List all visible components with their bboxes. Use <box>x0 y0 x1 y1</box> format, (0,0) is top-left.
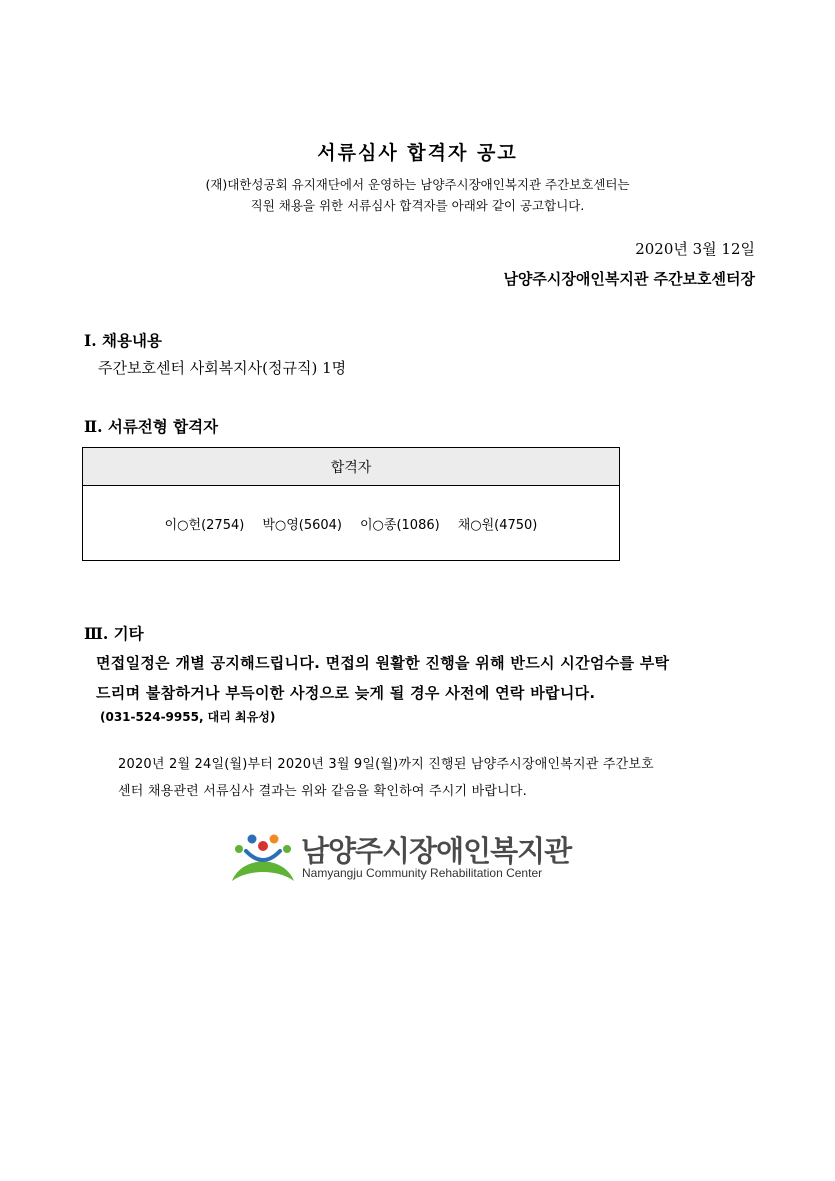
passer-item: 이○종(1086) <box>360 518 440 533</box>
logo-english-name: Namyangju Community Rehabilitation Center <box>302 866 543 880</box>
passer-item: 이○헌(2754) <box>164 518 245 533</box>
announcement-date: 2020년 3월 12일 <box>635 240 755 258</box>
passer-item: 채○원(4750) <box>457 518 538 533</box>
section-3-heading: Ⅲ. 기타 <box>84 624 144 643</box>
passer-item: 박○영(5604) <box>262 518 342 533</box>
confirm-line-2: 센터 채용관련 서류심사 결과는 위와 같음을 확인하여 주시기 바랍니다. <box>118 784 527 799</box>
passers-table-row <box>83 486 619 561</box>
logo-mark-icon <box>230 829 296 889</box>
notice-line-2: 드리며 불참하거나 부득이한 사정으로 늦게 될 경우 사전에 연락 바랍니다. <box>96 684 596 702</box>
document-title: 서류심사 합격자 공고 <box>317 142 518 164</box>
passers-table-header: 합격자 <box>83 448 619 486</box>
contact-info: (031-524-9955, 대리 최유성) <box>100 710 276 724</box>
logo-korean-name: 남양주시장애인복지관 <box>301 834 572 868</box>
issuer-name: 남양주시장애인복지관 주간보호센터장 <box>503 270 755 288</box>
intro-line-2: 직원 채용을 위한 서류심사 합격자를 아래와 같이 공고합니다. <box>250 198 585 213</box>
passers-table <box>82 447 620 561</box>
confirm-line-1: 2020년 2월 24일(월)부터 2020년 3월 9일(월)까지 진행된 남양주시장애인복지관 주간보호 <box>118 757 654 772</box>
intro-line-1: (재)대한성공회 유지재단에서 운영하는 남양주시장애인복지관 주간보호센터는 <box>205 177 630 192</box>
section-2-heading: Ⅱ. 서류전형 합격자 <box>84 417 219 436</box>
section-1-heading: Ⅰ. 채용내용 <box>84 331 162 350</box>
section-1-content: 주간보호센터 사회복지사(정규직) 1명 <box>98 359 347 377</box>
notice-line-1: 면접일정은 개별 공지해드립니다. 면접의 원활한 진행을 위해 반드시 시간엄수를 부탁 <box>96 654 670 672</box>
